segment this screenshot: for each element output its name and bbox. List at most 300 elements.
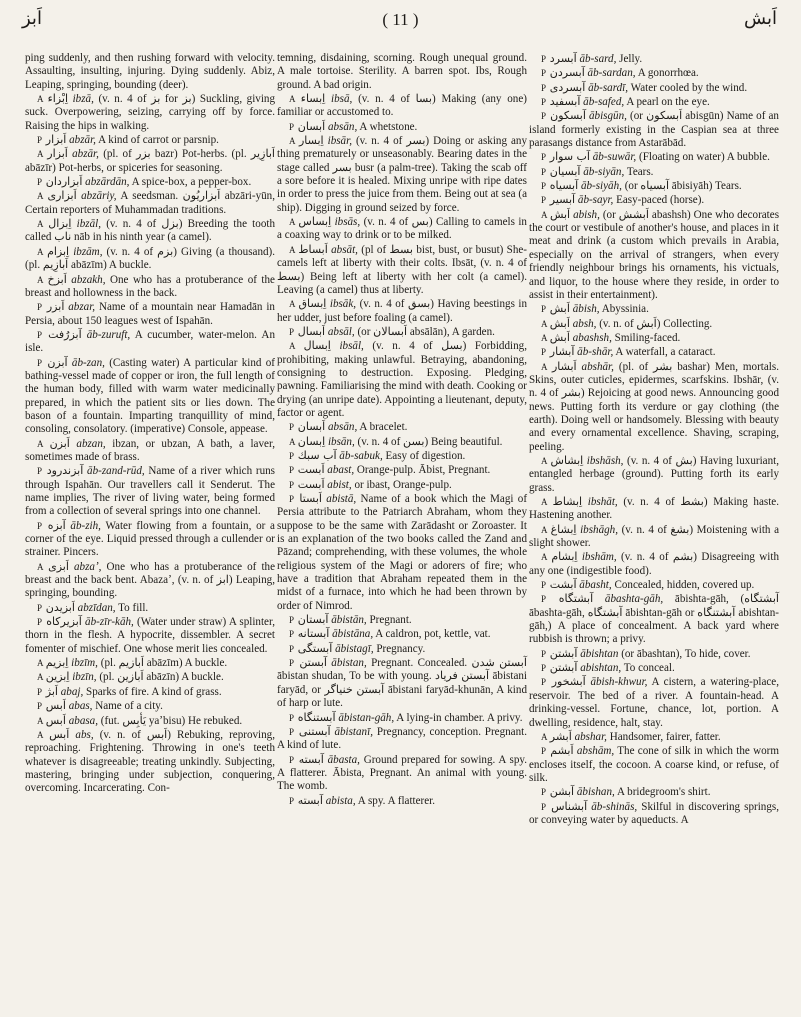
origin-marker: A [37,191,44,202]
definition-text: Abyssinia. [601,303,649,316]
arabic-headword: آب سبك [297,448,337,462]
arabic-headword: آبزندرود [46,464,84,478]
definition-text: Smiling-faced. [614,331,681,344]
arabic-headword: آبسته [297,793,323,807]
definition-text: A cucumber, water-melon. An isle. [25,328,275,355]
transliteration: āb-zan, [71,356,105,369]
transliteration: āb-zīr-kāh, [85,616,134,629]
transliteration: āb-sardī, [588,81,629,94]
dictionary-entry [25,328,275,356]
transliteration: ābish-khwur, [590,676,648,689]
definition-text: Skilful in discovering springs, or conveying water by aqueducts. A [529,800,779,826]
arabic-headword: آبستان [297,613,329,627]
origin-marker: P [289,795,295,806]
dictionary-entry [529,345,779,359]
arabic-headword: اَبزار [45,133,67,147]
origin-marker: P [541,746,547,757]
dictionary-entry [529,495,779,523]
definition-text: A gonorrhœa. [637,67,699,80]
origin-marker: A [541,332,548,343]
origin-marker: P [289,726,295,737]
origin-marker: P [289,712,295,723]
arabic-headword: آبشتگاه [558,592,594,606]
origin-marker: P [541,787,547,798]
origin-marker: P [541,166,547,177]
arabic-headword: اِبشاغ [550,522,577,536]
transliteration: abzar, [68,301,96,314]
transliteration: abzīdan, [77,601,116,614]
origin-marker: P [541,68,547,79]
origin-marker: A [37,561,44,572]
transliteration: abzāriy, [81,190,117,203]
arabic-headword: اَبساط [298,242,328,256]
definition-text: Jelly. [619,53,643,65]
arabic-headword: اَبستا [299,492,322,505]
dictionary-entry [25,685,275,699]
transliteration: ibzām, [73,245,103,258]
arabic-headword: آبزه [47,518,66,532]
dictionary-entry [277,134,527,215]
transliteration: ibzīm, [71,657,98,670]
dictionary-entry [529,95,779,109]
transliteration: āb-sayr, [577,194,614,207]
origin-marker: P [541,677,547,688]
transliteration: abish, [573,208,600,221]
arabic-headword: آبستانه [297,627,330,641]
origin-marker: P [541,594,547,605]
origin-marker: A [289,341,296,352]
dictionary-entry [529,730,779,744]
definition-text: ibzan, or ubzan, A bath, a laver, sometimes made of brass. [25,437,275,463]
definition-text: (v. n. 4 of بس) Calling to camels in a coaxing way to drink or to be milked. [277,216,527,242]
transliteration: ibsān, [327,435,355,448]
arabic-headword: اَبسال [297,324,326,338]
dictionary-entry [529,208,779,302]
origin-marker: P [541,82,547,93]
dictionary-entry [277,52,527,92]
origin-marker: A [37,438,44,449]
dictionary-entry [529,52,779,66]
definition-text: A waterfall, a cataract. [615,346,716,359]
definition-text: (v. n. 4 of بزل) Breeding the tooth called ناب nāb in his ninth year (a camel). [25,218,275,244]
origin-marker: A [541,361,548,372]
origin-marker: A [37,94,44,105]
arabic-headword: اَبزاردان [45,175,83,189]
arabic-headword: اَبست [297,463,325,477]
definition-text: (pl. of بزر bazr) Pot-herbs. (pl. اَبازِير abāzīr) Pot-herbs, or spiceries for seasoning. [25,148,275,174]
dictionary-entry [25,356,275,437]
dictionary-entry [25,133,275,147]
arabic-headword: آبشتن [549,646,578,660]
definition-text: (or ābashtan), To hide, cover. [621,647,751,660]
transliteration: ibsās, [334,216,361,229]
origin-marker: A [37,246,44,257]
origin-marker: P [541,304,547,315]
definition-text: A kind of carrot or parsnip. [98,134,219,147]
origin-marker: P [289,326,295,337]
arabic-headword: اَبش [549,207,571,221]
arabic-headword: آبشار [549,345,575,359]
dictionary-entry [25,464,275,518]
dictionary-entry [25,670,275,684]
definition-text: (fut. يَأبِس yaʼbisu) He rebuked. [100,714,243,727]
dictionary-entry [25,437,275,465]
arabic-headword: اَبش [549,330,570,344]
arabic-headword: اِبشام [551,550,578,564]
dictionary-entry [529,744,779,785]
definition-text: Name of a mountain near Hamadān in Persia, about 150 leagues west of Ispahān. [25,301,275,327]
definition-text: A pearl on the eye. [626,96,710,109]
transliteration: ābasta, [327,753,360,766]
arabic-headword: اَبشر [549,729,572,743]
definition-text: Name of a city. [95,700,163,713]
origin-marker: P [289,643,295,654]
definition-text: (v. n. 4 of بش) Having luxuriant, entangled herbage (ground). Putting forth its early grass. [529,454,779,494]
arabic-headword: آبزن [47,355,68,369]
dictionary-entry [277,794,527,808]
transliteration: abasa, [68,714,98,727]
arabic-headword: آبسردن [549,66,585,80]
arabic-headword: اِبزام [47,244,70,258]
transliteration: abist, [327,478,352,491]
column-right [529,52,779,827]
arabic-headword: اَبس [49,727,70,741]
dictionary-entry [25,601,275,615]
transliteration: abzār, [72,148,99,161]
arabic-headword: اَبشار [551,359,577,373]
transliteration: ibsā, [331,93,353,106]
transliteration: abast, [327,464,355,477]
arabic-headword: آبشت [549,578,577,592]
column-left [25,52,275,796]
arabic-headword: آبسرد [549,52,577,65]
arabic-headword: اَبزر [46,300,65,314]
arabic-headword: اَبسان [297,420,326,434]
origin-marker: P [289,754,295,765]
arabic-headword: آبشناس [551,799,588,813]
transliteration: abishtan, [580,662,622,675]
origin-marker: P [289,450,295,461]
transliteration: abista, [325,794,356,807]
dictionary-entry [25,245,275,273]
definition-text: (Water under straw) A splinter, thorn in the flesh. A hypocrite, dissembler. A secret fomenter of mischief. One whose merit lies concealed. [25,616,275,655]
origin-marker: A [289,136,296,147]
running-head-left: اَبز [22,8,42,28]
definition-text: (v. n. 4 of بسن) Being beautiful. [357,435,503,448]
definition-text: (v. n. 4 of بسل) Forbidding, prohibiting, making unlawful. Betraying, abandoning, consigning to destruction. Exposing. Pledging, pawning. Familiarising the mind with death. Cooking or drying (an unripe date). Appointing a lieutenant, deputy, factor or agent. [277,340,527,419]
origin-marker: P [289,615,295,626]
transliteration: ābishtan [580,647,619,660]
transliteration: absāl, [327,325,355,338]
dictionary-entry [277,449,527,463]
transliteration: āb-zuruft, [86,328,131,341]
origin-marker: A [289,217,296,228]
dictionary-entry [277,642,527,656]
arabic-headword: اَبش [549,316,570,330]
transliteration: ibsār, [327,135,352,148]
transliteration: āb-sardan, [587,67,636,80]
arabic-headword: آبشن [549,785,575,799]
definition-text: (or اَبشش abashsh) One who decorates the court or vestibule of another's house, and places in it meat and drink (a custom which prevails in Arabia, especially on the arrival of strangers, when every friendly neighbour brings his ornaments, his victuals, and liquor, to the house where they reside, in order to assist in their entertainment). [529,208,780,301]
dictionary-entry [277,215,527,243]
dictionary-entry [25,175,275,189]
transliteration: ibzāl, [76,218,102,231]
definition-text: A spice-box, a pepper-box. [131,176,252,189]
arabic-headword: اَبسان [297,119,326,133]
arabic-headword: اِبسان [297,434,326,448]
arabic-headword: آب سوار [549,150,590,164]
definition-text: To conceal. [623,662,675,675]
transliteration: ibsāl, [339,340,364,353]
origin-marker: P [541,181,547,192]
origin-marker: P [541,111,547,122]
definition-text: A bracelet. [359,421,408,434]
origin-marker: P [289,465,295,476]
transliteration: ibsāk, [329,298,357,311]
origin-marker: A [289,244,296,255]
origin-marker: P [289,658,295,669]
dictionary-entry [25,699,275,713]
transliteration: abs, [75,728,94,741]
transliteration: āb-zand-rūd, [87,465,145,478]
dictionary-entry [529,165,779,179]
dictionary-entry [277,120,527,134]
definition-text: or ibast, Orange-pulp. [354,478,452,491]
definition-text: To fill. [118,601,149,614]
transliteration: āb-sabuk, [339,449,383,462]
origin-marker: P [289,422,295,433]
origin-marker: P [37,466,43,477]
transliteration: ābistāna, [332,628,374,641]
arabic-headword: اَبژ [45,684,58,698]
definition-text: ābishta-gāh, (آبشتگاه ābashta-gāh, آبشتگاه ābishtan-gāh or آبشتنگاه abishtan-gāh,) A place of concealment. A back yard where rubbish is thrown; a privy. [529,593,779,646]
arabic-headword: آبستگى [297,641,333,655]
definition-text: Tears. [626,165,654,178]
arabic-headword: آبسفيد [549,95,581,109]
dictionary-entry [25,519,275,560]
dictionary-entry [529,578,779,592]
arabic-headword: آبستنى [298,724,331,738]
definition-text: Name of a book which the Magi of Persia attribute to the Patriarch Abraham, whom they suppose to be the same with Zarādasht or Zoroaster. It is an explanation of the two books called the Zand and Pāzand; comprehending, with these volumes, the whole religious system of the Magi or adorers of fire; who have a tradition that Abraham repeated them in the midst of a furnace, into which he had been thrown by order of Nimrod. [277,493,528,612]
arabic-headword: آبزيركاه [46,615,82,629]
dictionary-entry [277,627,527,641]
transliteration: ibzīn, [72,671,97,684]
transliteration: abzār, [69,134,96,147]
origin-marker: A [37,729,44,740]
transliteration: āb-sard, [579,53,617,65]
origin-marker: P [541,347,547,358]
origin-marker: A [37,715,44,726]
dictionary-entry [25,714,275,728]
definition-text: Name of a river which runs through Ispahān. Our travellers call it Senderut. The name implies, The river of living water, being formed from a collection of several springs into one channel. [25,465,275,518]
arabic-headword: اِبشاش [550,453,584,467]
definition-text: (pl. اَبازين abāzīn) A buckle. [99,671,224,684]
arabic-headword: آبسكون [550,109,586,123]
dictionary-entry [277,711,527,725]
arabic-headword: آبسير [549,193,576,207]
transliteration: absh, [572,317,597,330]
transliteration: abzan, [76,437,106,450]
definition-text: Water flowing from a fountain, or a corner of the eye. Liquid pressed through a cullender or strainer. Pincers. [25,519,275,559]
transliteration: ābishan, [576,786,615,799]
page-number: ( 11 ) [382,10,419,29]
dictionary-entry [277,325,527,339]
dictionary-entry [277,297,527,325]
transliteration: abzaʼ, [73,560,102,573]
dictionary-entry [25,273,275,301]
arabic-headword: اِبساء [300,92,326,106]
dictionary-entry [529,109,779,150]
dictionary-entry [25,52,275,92]
definition-text: (pl of بسط bist, bust, or busut) She-camels left at liberty with their colts. Ibsāt, (v. n. 4 of بسط) Being left at liberty with her colt (a camel). Leaving (a camel) thus at liberty. [277,243,527,296]
dictionary-entry [529,592,779,646]
definition-text: Pregnancy. [376,642,426,655]
transliteration: āb-siyān, [583,165,625,178]
origin-marker: P [289,629,295,640]
origin-marker: A [289,94,296,105]
transliteration: ibzā, [72,93,94,106]
definition-text: (v. n. 4 of بشم) Disagreeing with any one (indigestible food). [529,551,780,577]
origin-marker: P [37,602,43,613]
origin-marker: A [541,524,548,535]
origin-marker: P [289,494,295,504]
transliteration: āb-shinās, [591,800,638,813]
origin-marker: P [541,663,547,674]
definition-text: Sparks of fire. A kind of grass. [86,685,222,698]
transliteration: abistā, [326,493,357,505]
arabic-headword: آبسياه [549,179,579,193]
transliteration: āb-shār, [577,346,614,359]
dictionary-entry [529,317,779,331]
transliteration: abshām, [576,745,615,758]
origin-marker: P [541,152,547,163]
dictionary-entry [529,785,779,799]
transliteration: āb-zih, [70,519,101,532]
origin-marker: P [37,686,43,697]
origin-marker: A [289,436,296,447]
transliteration: absān, [327,421,358,434]
origin-marker: P [37,302,43,313]
arabic-headword: آبشتن [549,661,578,675]
arabic-headword: اِبساق [298,297,327,311]
origin-marker: P [541,580,547,591]
definition-text: (v. n. 4 of بسا) Making (any one) familiar or accustomed to. [277,93,527,119]
arabic-headword: اِبزال [48,217,72,231]
dictionary-entry [529,661,779,675]
transliteration: abshār, [581,360,614,373]
transliteration: āb-suwār, [592,151,637,164]
dictionary-entry [529,193,779,207]
definition-text: (Floating on water) A bubble. [639,151,770,164]
transliteration: absān, [327,120,358,133]
definition-text: (v. n. of اَبش) Collecting. [599,317,713,330]
origin-marker: P [289,479,295,490]
origin-marker: P [541,648,547,659]
dictionary-entry [277,725,527,753]
transliteration: ābistan, [331,657,367,670]
arabic-headword: اَبزار [47,147,68,161]
definition-text: A bridegroom's shirt. [616,786,711,799]
dictionary-entry [529,647,779,661]
origin-marker: P [37,135,43,146]
transliteration: abaj, [60,685,84,698]
dictionary-entry [25,560,275,601]
dictionary-entry [529,150,779,164]
definition-text: (Casting water) A particular kind of bathing-vessel made of copper or iron, the full length of the human body, filled with warm water medicinally prepared, in which the patient sits or lies down. The bason of a fountain. Imparting tranquillity of mind, consoling, consolatory. (imperative) Console, appease. [25,356,276,436]
arabic-headword: آبسته [298,752,324,766]
dictionary-entry [529,81,779,95]
dictionary-entry [277,243,527,297]
definition-text: A whetstone. [359,120,418,133]
arabic-headword: آبسيان [549,164,581,178]
origin-marker: P [37,357,43,368]
dictionary-entry [529,675,779,729]
origin-marker: A [541,209,548,220]
dictionary-entry [277,463,527,477]
dictionary-entry [277,435,527,449]
dictionary-entry [277,92,527,120]
definition-text: (pl. of بشر bashar) Men, mortals. Skins, outer cuticles, epidermes, scarfskins. Ibshār, (v. n. 4 of بشر) Rejoicing at good news. Announcing good news. Putting forth its verdure or gay clothing (the earth). Doing well or handsomely. Blessing with beauty and every ornamental excellence. Shaving, scraping, peeling. [529,360,779,453]
arabic-headword: اَبزن [49,436,70,450]
dictionary-entry [25,656,275,670]
origin-marker: A [289,299,296,310]
dictionary-entry [25,300,275,328]
definition-text: (v. n. 4 of بشط) Making haste. Hastening another. [529,496,779,522]
running-head-right: اَبش [744,8,777,28]
arabic-headword: اِبزين [45,670,70,684]
transliteration: ābisgūn, [589,110,627,123]
dictionary-entry [529,360,779,454]
definition-text: A spy. A flatterer. [357,794,436,807]
transliteration: abzārdān, [85,176,130,189]
dictionary-entry [277,420,527,434]
origin-marker: P [37,701,43,712]
dictionary-entry [277,613,527,627]
origin-marker: A [37,219,44,230]
definition-text: Ground prepared for sowing. A spy. A flatterer. Ābista, Pregnant. An animal with young. The womb. [277,753,527,793]
transliteration: āb-safed, [583,96,625,109]
arabic-headword: اِبسال [303,339,331,353]
definition-text: (v. n. 4 of بشغ) Moistening with a slight shower. [529,523,779,550]
dictionary-entry [529,66,779,80]
definition-text: One who has a protuberance of the breast and the back bent. Abazaʼ, (v. n. of ابز) Leaping, springing, bounding. [25,560,276,600]
arabic-headword: اَبزارى [47,189,77,203]
arabic-headword: آبسردى [549,80,586,94]
arabic-headword: آبستنگاه [297,710,336,724]
definition-text: Pregnant. Concealed. آبستن شدن ābistan shudan, To be with young. آبستن فرياد ābistani faryād, or آبستن خنياگر ābistani faryād-khunān, A kind of harp or lute. [277,657,528,710]
definition-text: A lying-in chamber. A privy. [396,711,523,724]
transliteration: absāt, [331,243,358,256]
definition-text: (v. n. 4 of بسر) Doing or asking any thing prematurely or unseasonably. Bearing dates in the stage called بسر busr (a palm-tree). Taking the scab off a sore before it is healed. Mixing unripe with ripe dates in order to press the juice from them. Being out at sea (a ship). Digging in ground seized by force. [277,135,528,214]
dictionary-entry [25,92,275,133]
arabic-headword: آبستن [299,656,327,670]
origin-marker: A [37,658,44,669]
transliteration: ābistagī, [335,642,374,655]
arabic-headword: اَبزى [48,559,69,573]
definition-text: (v. n. 4 of بسق) Having beestings in her udder, just before foaling (a camel). [277,298,528,324]
dictionary-entry [529,179,779,193]
dictionary-entry [529,302,779,316]
dictionary-entry [25,217,275,245]
transliteration: ābish, [572,303,600,316]
arabic-headword: اِبشاط [552,495,583,508]
text-columns [0,52,801,1012]
origin-marker: A [541,318,548,329]
definition-text: A cistern, a watering-place, reservoir. The bed of a river. A fountain-head. A drinking-vessel. Fortune, chance, lot, portion. A dwelling, residence, halt, stay. [529,676,779,729]
definition-text: A seedsman. اَبزاريُون abzāri-yūn, Certain reporters of Muhammadan traditions. [25,190,275,216]
dictionary-entry [277,492,527,613]
arabic-headword: اَبس [45,713,66,727]
